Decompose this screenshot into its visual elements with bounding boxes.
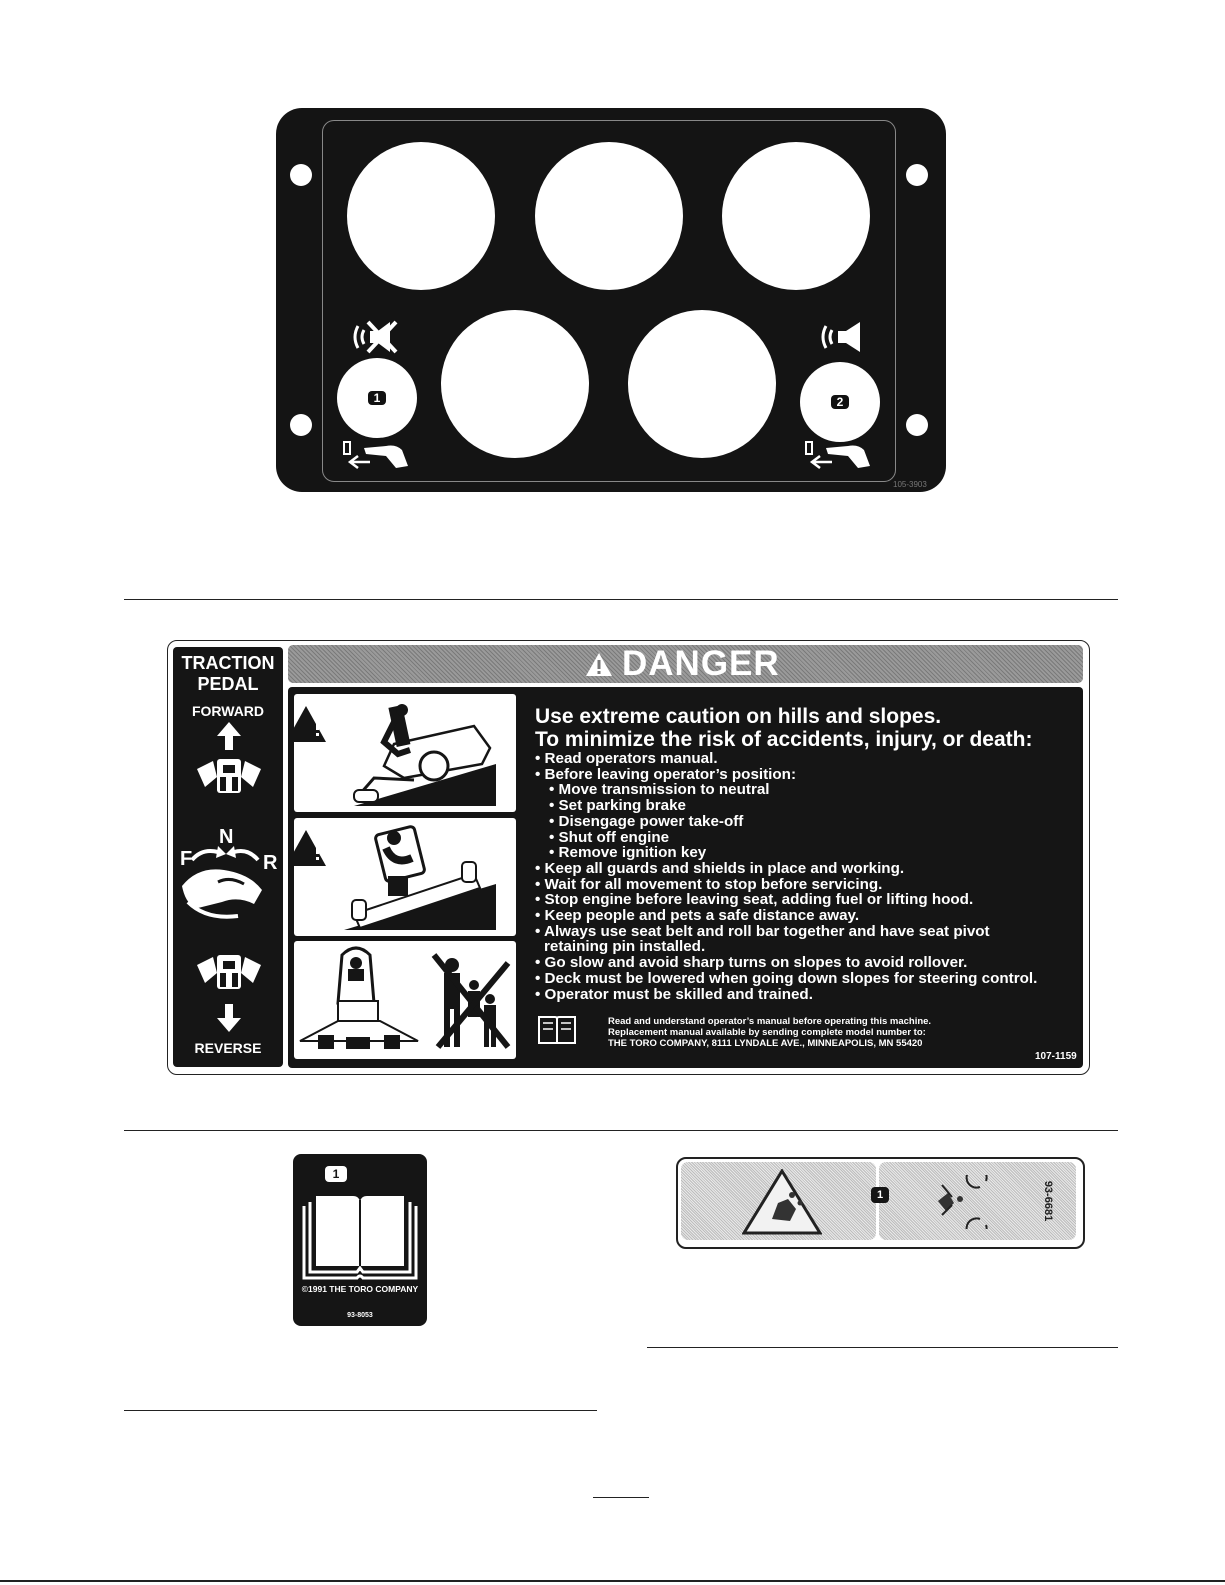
traction-title-1: TRACTION [181, 653, 275, 673]
warning-triangle-icon [585, 652, 613, 677]
danger-banner [288, 645, 1083, 683]
manual-badge: 1 [325, 1166, 347, 1182]
page-bottom-rule [0, 1580, 1225, 1582]
press-button-hand-icon [342, 438, 412, 472]
bullet: • Keep people and pets a safe distance away. [535, 907, 860, 925]
reverse-label: REVERSE [194, 1040, 262, 1056]
mounting-hole [290, 414, 312, 436]
sub-bullet: • Move transmission to neutral [549, 781, 770, 799]
bullet: • Deck must be lowered when going down slopes for steering control. [535, 969, 1038, 987]
keep-people-away-pictogram [294, 941, 516, 1059]
f-label: F [180, 848, 193, 870]
button-2-label: 2 [831, 395, 849, 409]
bullet: • Go slow and avoid sharp turns on slopes to avoid rollover. [535, 954, 968, 972]
thrown-object-hazard-decal [676, 1157, 1085, 1249]
manual-part-number: 93-8053 [347, 1312, 373, 1319]
alarm-mute-icon [352, 318, 400, 356]
page-number-line [593, 1497, 649, 1498]
bullet: • Wait for all movement to stop before servicing. [535, 875, 883, 893]
arrow-up-icon [216, 722, 242, 750]
button-1-label: 1 [368, 391, 386, 405]
r-label: R [263, 852, 278, 874]
foot-pedal-rocking-icon [178, 846, 272, 926]
fine-line: Read and understand operator’s manual before operating this machine. [608, 1016, 932, 1027]
debris-rotation-icon [934, 1175, 1014, 1229]
book-icon [301, 1194, 419, 1282]
hazard-part-number: 93-6681 [1042, 1180, 1055, 1222]
button-1-cutout[interactable] [337, 358, 417, 438]
pedal-forward-icon [195, 757, 263, 799]
forward-label: FORWARD [191, 703, 265, 719]
hazard-badge: 1 [871, 1187, 889, 1203]
gauge-cutout [535, 142, 683, 290]
sub-bullet: • Shut off engine [549, 828, 670, 846]
sub-bullet: • Remove ignition key [549, 844, 707, 862]
manual-copyright: ©1991 THE TORO COMPANY [301, 1284, 419, 1294]
fine-line: Replacement manual available by sending complete model number to: [608, 1027, 926, 1038]
sub-bullet: • Set parking brake [549, 797, 686, 815]
alarm-sound-icon [818, 318, 866, 356]
neutral-label: N [219, 826, 234, 848]
press-button-hand-icon [804, 438, 874, 472]
traction-title-2: PEDAL [197, 674, 259, 694]
danger-message [535, 705, 1075, 1002]
manual-fine-print [608, 1016, 931, 1049]
section-divider [124, 1130, 1118, 1131]
slope-sideways-pictogram [294, 818, 516, 936]
bullet: • Stop engine before leaving seat, adding fuel or lifting hood. [535, 891, 974, 909]
mounting-hole [906, 414, 928, 436]
section-divider [647, 1347, 1118, 1348]
section-divider [124, 599, 1118, 600]
bullet: • Before leaving operator’s position: [535, 765, 797, 783]
gauge-cutout [628, 310, 776, 458]
headline-1: Use extreme caution on hills and slopes. [535, 705, 942, 728]
button-2-cutout[interactable] [800, 362, 880, 442]
bullet: • Keep all guards and shields in place and working. [535, 859, 905, 877]
bullet: • Operator must be skilled and trained. [535, 985, 813, 1003]
panel-part-number: 105-3903 [893, 480, 927, 489]
mounting-hole [906, 164, 928, 186]
bullet: • Read operators manual. [535, 750, 718, 767]
warning-triangle-icon [742, 1169, 822, 1235]
danger-title: DANGER [622, 644, 780, 683]
operator-manual-icon [537, 1013, 577, 1047]
bullet: • Always use seat belt and roll bar together and have seat pivot [535, 922, 990, 940]
fine-line: THE TORO COMPANY, 8111 LYNDALE AVE., MINNEAPOLIS, MN 55420 [608, 1038, 923, 1049]
pedal-reverse-icon [195, 953, 263, 995]
read-manual-decal [293, 1154, 427, 1326]
gauge-cutout [441, 310, 589, 458]
arrow-down-icon [216, 1004, 242, 1032]
gauge-cutout [722, 142, 870, 290]
slope-uphill-pictogram [294, 694, 516, 812]
section-divider [124, 1410, 597, 1411]
headline-2: To minimize the risk of accidents, injury, or death: [535, 728, 1033, 751]
gauge-cutout [347, 142, 495, 290]
bullet-continuation: retaining pin installed. [544, 938, 706, 956]
sub-bullet: • Disengage power take-off [549, 812, 744, 830]
danger-part-number: 107-1159 [1035, 1051, 1077, 1062]
mounting-hole [290, 164, 312, 186]
